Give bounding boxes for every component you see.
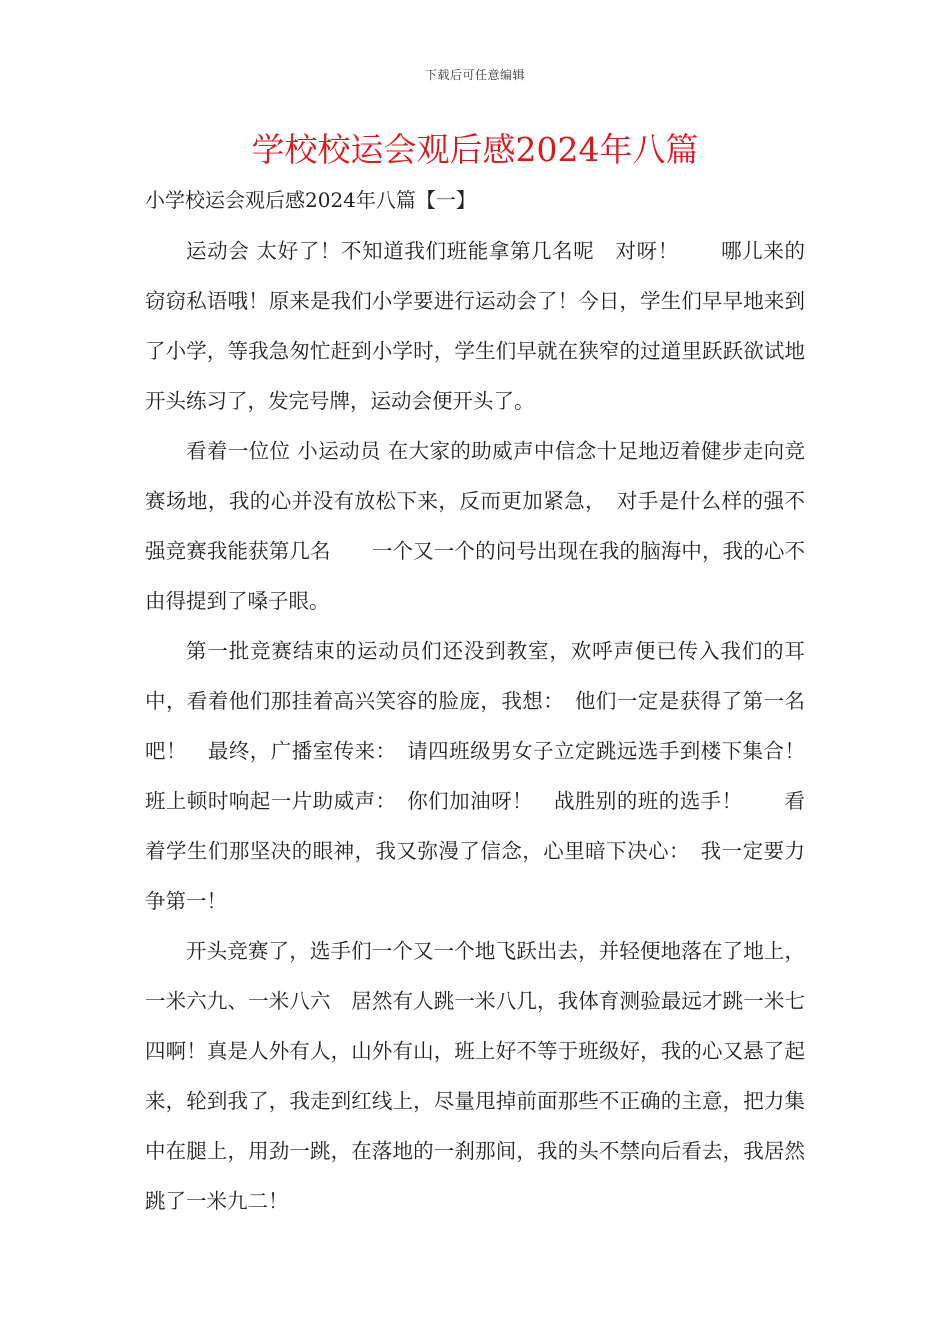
header-note: 下载后可任意编辑 (424, 68, 525, 82)
section-heading: 小学校运会观后感2024年八篇【一】 (145, 188, 476, 212)
document-body (145, 226, 826, 1226)
paragraph-4: 开头竞赛了，选手们一个又一个地飞跃出去，并轻便地落在了地上，一米六九、一米八六 居然有人跳一米八几，我体育测验最远才跳一米七四啊！真是人外有人，山外有山，班上好不等于班级好，我的心又悬了起来，轮到我了，我走到红线上，尽量甩掉前面那些不正确的主意，把力集中在腿上，用劲一跳，在落地的一刹那间，我的头不禁向后看去，我居然跳了一米九二！ (145, 939, 805, 1213)
document-title: 学校校运会观后感2024年八篇 (251, 130, 699, 169)
paragraph-1: 运动会 太好了！不知道我们班能拿第几名呢 对呀！ 哪儿来的窃窃私语哦！原来是我们小学要进行运动会了！今日，学生们早早地来到了小学，等我急匆忙赶到小学时，学生们早就在狭窄的过道里跃跃欲试地开头练习了，发完号牌，运动会便开头了。 (145, 239, 805, 413)
paragraph-2: 看着一位位 小运动员 在大家的助威声中信念十足地迈着健步走向竞赛场地，我的心并没有放松下来，反而更加紧急， 对手是什么样的强不强竞赛我能获第几名 一个又一个的问号出现在我的脑海中，我的心不由得提到了嗓子眼。 (145, 439, 805, 613)
paragraph-3: 第一批竞赛结束的运动员们还没到教室，欢呼声便已传入我们的耳中，看着他们那挂着高兴笑容的脸庞，我想： 他们一定是获得了第一名吧！ 最终，广播室传来： 请四班级男女子立定跳远选手到楼下集合！ 班上顿时响起一片助威声： 你们加油呀！ 战胜别的班的选手！ 看着学生们那坚决的眼神，我又弥漫了信念，心里暗下决心： 我一定要力争第一！ (145, 639, 826, 913)
